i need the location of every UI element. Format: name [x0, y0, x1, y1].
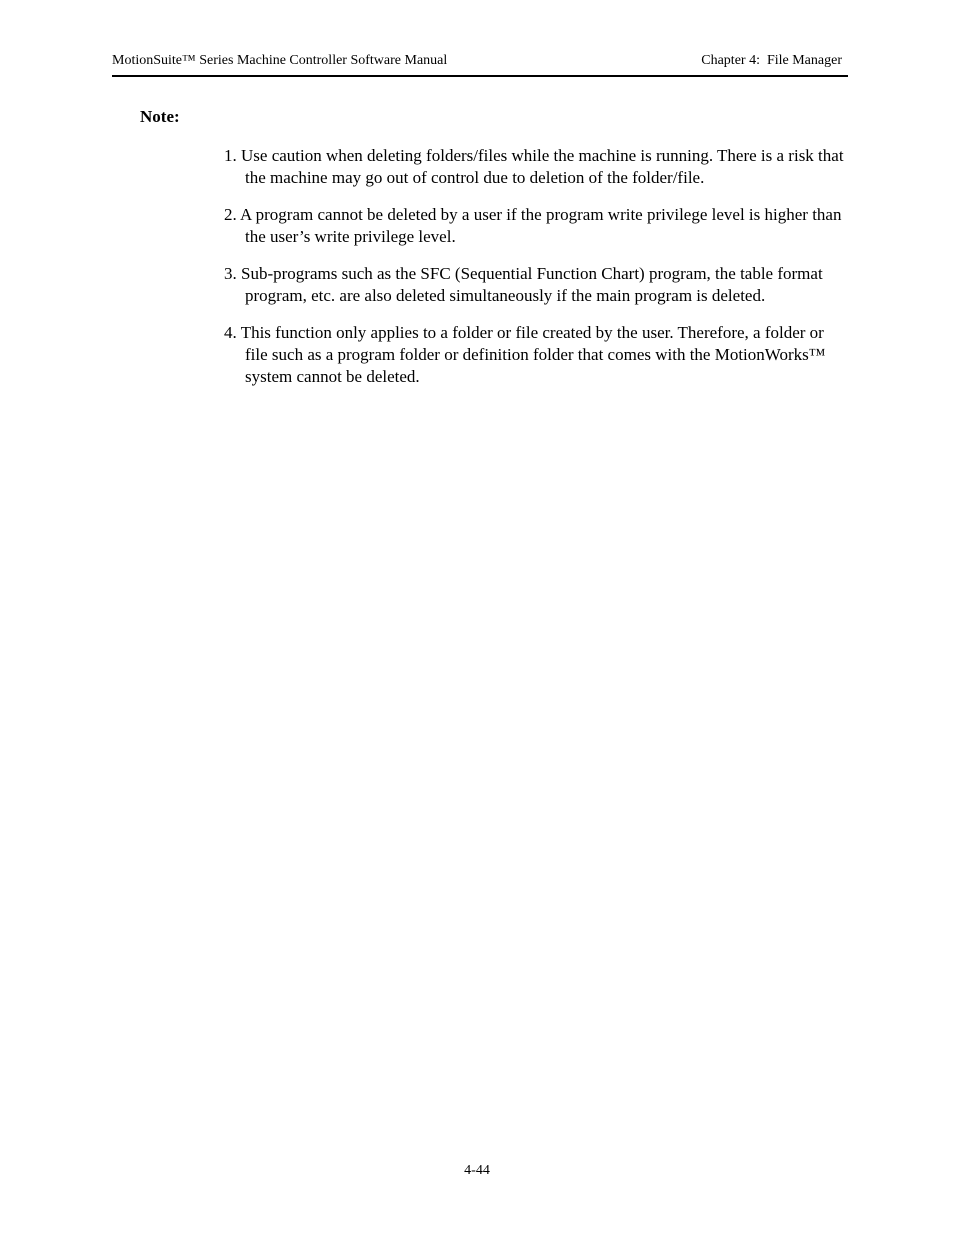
note-list [224, 145, 844, 403]
note-item-3: 3. Sub-programs such as the SFC (Sequential Function Chart) program, the table format program, etc. are also deleted simultaneously if the main program is deleted. [224, 264, 823, 305]
page-number: 4-44 [464, 1163, 490, 1178]
note-heading: Note: [140, 107, 180, 126]
chapter-title: Chapter 4: File Manager [701, 53, 842, 68]
manual-title: MotionSuite™ Series Machine Controller Software Manual [112, 53, 448, 68]
note-item-1: 1. Use caution when deleting folders/files while the machine is running. There is a risk that the machine may go out of control due to deletion of the folder/file. [224, 146, 844, 187]
note-item-2: 2. A program cannot be deleted by a user if the program write privilege level is higher than the user’s write privilege level. [224, 205, 842, 246]
page-header [112, 51, 848, 77]
note-item-4: 4. This function only applies to a folder or file created by the user. Therefore, a folder or file such as a program folder or definition folder that comes with the MotionWorks™ system cannot be deleted. [224, 323, 826, 386]
